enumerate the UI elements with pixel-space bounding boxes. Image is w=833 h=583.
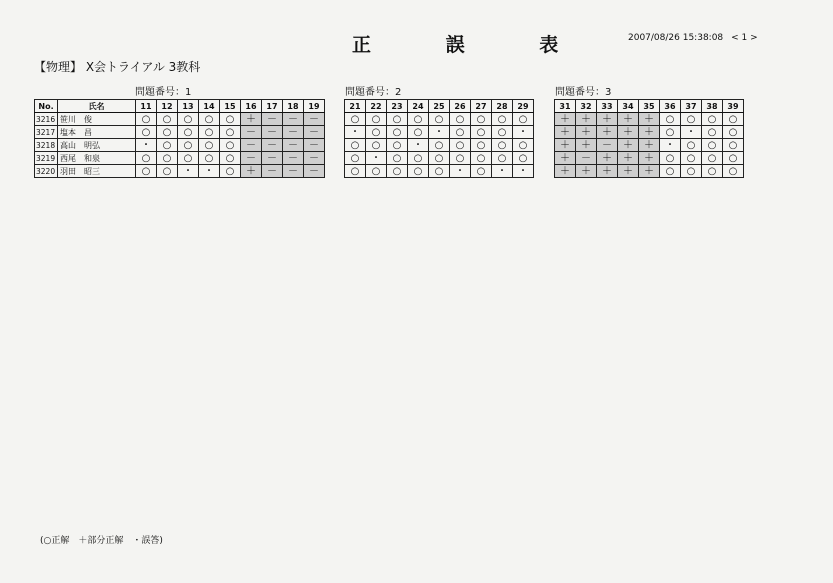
column-header-question: 22 [366,100,387,113]
answer-mark: ○ [660,165,681,178]
column-header-question: 26 [450,100,471,113]
student-name: 西尾 和泉 [58,152,136,165]
answer-mark: － [304,126,325,139]
answer-mark: － [283,165,304,178]
answer-mark: ○ [723,139,744,152]
answer-mark: ○ [178,126,199,139]
answer-mark: ○ [136,165,157,178]
answer-mark: － [283,126,304,139]
datetime-stamp [628,33,758,43]
answer-mark: ○ [178,113,199,126]
answer-mark: ○ [345,113,366,126]
table-row [35,126,325,139]
column-header-question: 17 [262,100,283,113]
page-title: 正 誤 表 [352,34,593,56]
answer-mark: － [262,113,283,126]
table-row [35,152,325,165]
answer-mark: ＋ [618,139,639,152]
answer-mark: ○ [513,152,534,165]
answer-table-group-3 [554,99,744,178]
answer-mark: ○ [366,126,387,139]
table-row [555,152,744,165]
answer-mark: ・ [513,165,534,178]
column-header-question: 35 [639,100,660,113]
column-header-question: 31 [555,100,576,113]
answer-mark: ＋ [597,165,618,178]
answer-mark: － [262,126,283,139]
answer-mark: ○ [702,152,723,165]
answer-mark: ○ [702,165,723,178]
answer-mark: ○ [450,139,471,152]
column-header-no: No. [35,100,58,113]
answer-mark: － [241,152,262,165]
answer-mark: ○ [471,165,492,178]
answer-mark: ○ [471,152,492,165]
answer-table-group-1 [34,99,325,178]
column-header-question: 15 [220,100,241,113]
column-header-question: 38 [702,100,723,113]
answer-mark: ○ [450,113,471,126]
answer-mark: ○ [723,165,744,178]
answer-mark: ○ [220,126,241,139]
answer-mark: ○ [513,139,534,152]
column-header-question: 24 [408,100,429,113]
answer-mark: ＋ [618,113,639,126]
answer-mark: ○ [429,139,450,152]
answer-mark: ○ [723,126,744,139]
answer-mark: ○ [408,165,429,178]
answer-mark: ＋ [576,113,597,126]
student-name: 塩本 昌 [58,126,136,139]
answer-mark: ○ [513,113,534,126]
answer-mark: ＋ [555,152,576,165]
table-row [555,139,744,152]
answer-mark: ＋ [639,139,660,152]
table-row [345,152,534,165]
answer-mark: ○ [492,126,513,139]
answer-mark: ＋ [576,139,597,152]
column-header-question: 11 [136,100,157,113]
answer-mark: ○ [429,152,450,165]
answer-mark: － [283,152,304,165]
column-header-question: 37 [681,100,702,113]
student-number: 3216 [35,113,58,126]
answer-mark: ○ [492,113,513,126]
answer-mark: ○ [220,113,241,126]
student-name: 高山 明弘 [58,139,136,152]
answer-mark: － [262,139,283,152]
answer-mark: ＋ [639,165,660,178]
answer-mark: － [304,113,325,126]
answer-mark: ・ [429,126,450,139]
answer-mark: ○ [450,152,471,165]
answer-mark: ＋ [618,152,639,165]
answer-mark: ○ [345,165,366,178]
student-number: 3220 [35,165,58,178]
answer-mark: ○ [387,152,408,165]
answer-mark: ＋ [576,165,597,178]
answer-mark: ○ [681,139,702,152]
answer-mark: ○ [471,113,492,126]
answer-mark: ・ [408,139,429,152]
answer-mark: ＋ [597,126,618,139]
column-header-question: 32 [576,100,597,113]
column-header-question: 21 [345,100,366,113]
answer-mark: ○ [345,139,366,152]
answer-mark: ・ [450,165,471,178]
answer-mark: ○ [723,113,744,126]
column-header-question: 28 [492,100,513,113]
answer-mark: ○ [157,152,178,165]
answer-mark: ○ [157,113,178,126]
answer-mark: ○ [220,152,241,165]
answer-mark: ○ [408,152,429,165]
group-label-2: 問題番号：2 [345,87,402,98]
table-row [555,113,744,126]
answer-mark: ・ [366,152,387,165]
column-header-question: 25 [429,100,450,113]
student-number: 3219 [35,152,58,165]
column-header-question: 33 [597,100,618,113]
answer-mark: ○ [408,113,429,126]
answer-mark: ＋ [639,152,660,165]
answer-mark: ○ [660,126,681,139]
answer-mark: ＋ [241,113,262,126]
answer-mark: ○ [366,113,387,126]
answer-mark: ＋ [555,165,576,178]
table-row [345,139,534,152]
answer-mark: ○ [660,152,681,165]
column-header-question: 14 [199,100,220,113]
column-header-name: 氏名 [58,100,136,113]
page-number: < 1 > [731,33,758,43]
answer-mark: ＋ [597,152,618,165]
answer-mark: ・ [178,165,199,178]
answer-mark: ○ [471,139,492,152]
answer-mark: － [304,165,325,178]
answer-mark: ○ [178,152,199,165]
column-header-question: 13 [178,100,199,113]
answer-mark: ・ [199,165,220,178]
student-name: 笹川 俊 [58,113,136,126]
answer-mark: － [262,152,283,165]
answer-mark: ○ [136,152,157,165]
table-row [35,165,325,178]
answer-mark: ＋ [555,113,576,126]
subject-heading: 【物理】 X会トライアル 3教科 [34,60,201,74]
answer-mark: ＋ [597,113,618,126]
answer-mark: ＋ [576,126,597,139]
legend: (○正解 ＋部分正解 ・誤答) [40,536,163,546]
answer-mark: ＋ [555,139,576,152]
table-row [345,126,534,139]
answer-mark: ○ [178,139,199,152]
answer-mark: ○ [660,113,681,126]
answer-mark: ＋ [555,126,576,139]
column-header-question: 39 [723,100,744,113]
student-number: 3218 [35,139,58,152]
answer-mark: ○ [136,113,157,126]
answer-mark: ○ [136,126,157,139]
table-row [345,113,534,126]
answer-mark: ○ [702,139,723,152]
answer-mark: ・ [136,139,157,152]
answer-mark: ○ [387,165,408,178]
column-header-question: 27 [471,100,492,113]
answer-mark: ○ [492,139,513,152]
answer-mark: ○ [157,139,178,152]
answer-mark: ○ [366,139,387,152]
column-header-question: 12 [157,100,178,113]
column-header-question: 29 [513,100,534,113]
student-number: 3217 [35,126,58,139]
answer-mark: ○ [199,126,220,139]
answer-mark: － [576,152,597,165]
answer-mark: ○ [723,152,744,165]
answer-mark: ○ [157,165,178,178]
answer-mark: ○ [199,113,220,126]
print-datetime: 2007/08/26 15:38:08 [628,33,724,43]
answer-mark: ＋ [618,126,639,139]
answer-mark: ○ [199,152,220,165]
answer-mark: ○ [387,139,408,152]
answer-mark: ○ [220,139,241,152]
answer-mark: ＋ [618,165,639,178]
answer-mark: ・ [513,126,534,139]
answer-mark: ○ [681,165,702,178]
answer-mark: ○ [681,152,702,165]
column-header-question: 36 [660,100,681,113]
answer-mark: ○ [387,113,408,126]
column-header-question: 16 [241,100,262,113]
answer-mark: － [283,113,304,126]
column-header-question: 23 [387,100,408,113]
group-label-3: 問題番号：3 [555,87,612,98]
answer-mark: － [283,139,304,152]
answer-mark: － [304,152,325,165]
answer-mark: ○ [429,165,450,178]
answer-mark: ○ [408,126,429,139]
answer-mark: ＋ [241,165,262,178]
answer-mark: ○ [471,126,492,139]
answer-mark: ○ [450,126,471,139]
table-row [555,126,744,139]
answer-mark: ○ [345,152,366,165]
column-header-question: 34 [618,100,639,113]
answer-mark: ・ [660,139,681,152]
table-row [35,139,325,152]
answer-mark: ○ [220,165,241,178]
student-name: 羽田 昭三 [58,165,136,178]
answer-mark: － [304,139,325,152]
table-row [555,165,744,178]
answer-mark: ○ [492,152,513,165]
answer-mark: ・ [345,126,366,139]
table-header-row [35,100,325,113]
group-label-1: 問題番号：1 [135,87,192,98]
answer-table-group-2 [344,99,534,178]
answer-mark: ＋ [639,113,660,126]
column-header-question: 19 [304,100,325,113]
table-row [35,113,325,126]
answer-mark: ○ [157,126,178,139]
table-row [345,165,534,178]
answer-mark: ○ [387,126,408,139]
answer-mark: ○ [429,113,450,126]
table-header-row [555,100,744,113]
answer-mark: ・ [492,165,513,178]
answer-mark: ＋ [639,126,660,139]
answer-mark: ○ [702,126,723,139]
answer-mark: ○ [199,139,220,152]
answer-mark: ○ [681,113,702,126]
answer-mark: － [241,139,262,152]
answer-mark: － [597,139,618,152]
answer-mark: － [262,165,283,178]
answer-mark: ○ [702,113,723,126]
column-header-question: 18 [283,100,304,113]
answer-mark: ○ [366,165,387,178]
answer-mark: ・ [681,126,702,139]
answer-mark: － [241,126,262,139]
table-header-row [345,100,534,113]
